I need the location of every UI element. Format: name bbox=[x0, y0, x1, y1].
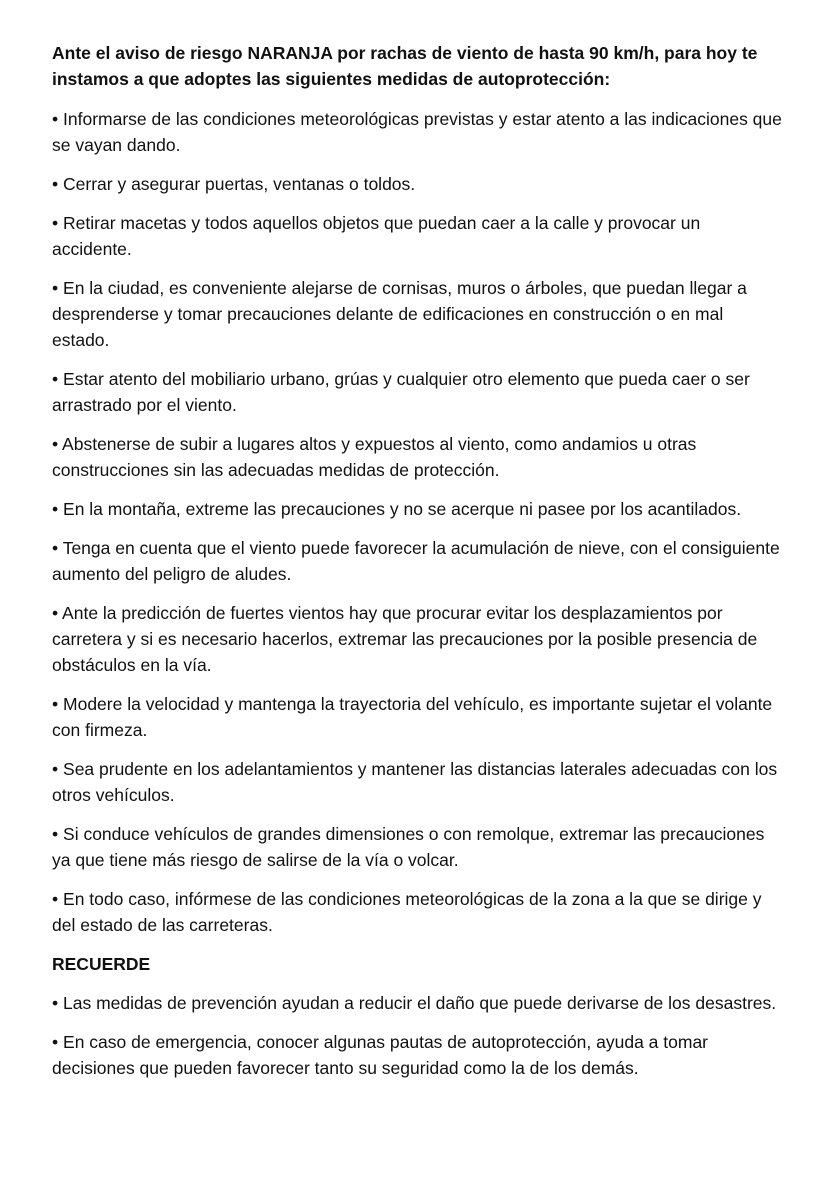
measure-item bbox=[52, 366, 782, 418]
bullet: • bbox=[52, 694, 59, 714]
measure-item bbox=[52, 756, 782, 808]
measure-text: En todo caso, infórmese de las condiciones meteorológicas de la zona a la que se dirige y del estado de las carreteras. bbox=[52, 889, 762, 935]
measure-item bbox=[52, 275, 782, 353]
measure-text: En la ciudad, es conveniente alejarse de cornisas, muros o árboles, que puedan llegar a desprenderse y tomar precauciones delante de edificaciones en construcción o en mal estado. bbox=[52, 278, 747, 350]
bullet: • bbox=[52, 889, 59, 909]
bullet: • bbox=[52, 603, 59, 623]
bullet: • bbox=[52, 538, 59, 558]
measure-item bbox=[52, 431, 782, 483]
bullet: • bbox=[52, 434, 59, 454]
bullet: • bbox=[52, 369, 59, 389]
measure-item bbox=[52, 496, 782, 522]
reminder-title: RECUERDE bbox=[52, 954, 151, 974]
reminder-text: En caso de emergencia, conocer algunas pautas de autoprotección, ayuda a tomar decisiones que pueden favorecer tanto su seguridad como la de los demás. bbox=[52, 1032, 709, 1078]
bullet: • bbox=[52, 499, 59, 519]
measure-text: Cerrar y asegurar puertas, ventanas o toldos. bbox=[63, 174, 416, 194]
bullet: • bbox=[52, 759, 59, 779]
measure-item bbox=[52, 600, 782, 678]
measure-text: Tenga en cuenta que el viento puede favorecer la acumulación de nieve, con el consiguiente aumento del peligro de aludes. bbox=[52, 538, 780, 584]
measure-item bbox=[52, 886, 782, 938]
bullet: • bbox=[52, 993, 59, 1013]
measure-item bbox=[52, 210, 782, 262]
bullet: • bbox=[52, 109, 59, 129]
measure-text: Informarse de las condiciones meteorológicas previstas y estar atento a las indicaciones que se vayan dando. bbox=[52, 109, 782, 155]
measure-item bbox=[52, 691, 782, 743]
intro-heading: Ante el aviso de riesgo NARANJA por rachas de viento de hasta 90 km/h, para hoy te instamos a que adoptes las siguientes medidas de autoprotección: bbox=[52, 43, 758, 89]
measure-text: Sea prudente en los adelantamientos y mantener las distancias laterales adecuadas con los otros vehículos. bbox=[52, 759, 778, 805]
measure-text: Estar atento del mobiliario urbano, grúas y cualquier otro elemento que pueda caer o ser arrastrado por el viento. bbox=[52, 369, 750, 415]
bullet: • bbox=[52, 824, 59, 844]
measure-item bbox=[52, 106, 782, 158]
measure-text: Si conduce vehículos de grandes dimensiones o con remolque, extremar las precauciones ya que tiene más riesgo de salirse de la vía o volcar. bbox=[52, 824, 765, 870]
bullet: • bbox=[52, 278, 59, 298]
reminder-item bbox=[52, 990, 782, 1016]
measure-item bbox=[52, 171, 782, 197]
measure-text: Ante la predicción de fuertes vientos hay que procurar evitar los desplazamientos por carretera y si es necesario hacerlos, extremar las precauciones por la posible presencia de obstáculos en la vía. bbox=[52, 603, 758, 675]
bullet: • bbox=[52, 1032, 59, 1052]
bullet: • bbox=[52, 213, 59, 233]
reminder-item bbox=[52, 1029, 782, 1081]
measure-text: Retirar macetas y todos aquellos objetos que puedan caer a la calle y provocar un accidente. bbox=[52, 213, 701, 259]
reminder-text: Las medidas de prevención ayudan a reducir el daño que puede derivarse de los desastres. bbox=[63, 993, 777, 1013]
bullet: • bbox=[52, 174, 59, 194]
measure-text: Modere la velocidad y mantenga la trayectoria del vehículo, es importante sujetar el volante con firmeza. bbox=[52, 694, 773, 740]
measure-item bbox=[52, 535, 782, 587]
measure-text: Abstenerse de subir a lugares altos y expuestos al viento, como andamios u otras construcciones sin las adecuadas medidas de protección. bbox=[52, 434, 697, 480]
measure-item bbox=[52, 821, 782, 873]
measure-text: En la montaña, extreme las precauciones y no se acerque ni pasee por los acantilados. bbox=[63, 499, 742, 519]
document-body bbox=[52, 40, 782, 1094]
